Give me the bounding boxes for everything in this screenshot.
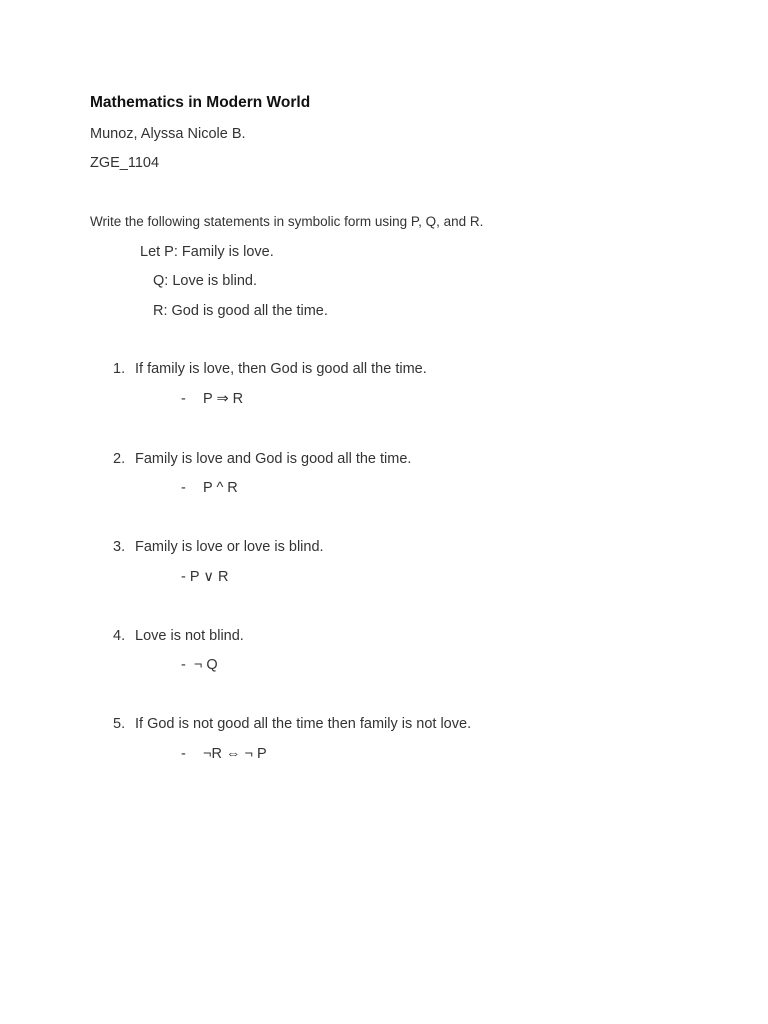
item-statement: If God is not good all the time then family is not love.	[135, 716, 472, 732]
answer-symbolic: ¬ Q	[193, 657, 218, 673]
answer-symbolic: P ^ R	[203, 480, 238, 496]
item-answer	[181, 390, 243, 408]
item-statement: Love is not blind.	[135, 628, 244, 644]
answer-dash: -	[181, 480, 186, 496]
definition-r: R: God is good all the time.	[153, 303, 328, 319]
answer-dash: -	[181, 569, 186, 585]
answer-dash: -	[181, 391, 186, 407]
answer-dash: -	[181, 657, 186, 673]
list-item	[113, 715, 471, 733]
list-item	[113, 360, 427, 378]
answer-symbolic: P ⇒ R	[203, 391, 244, 407]
item-number: 3.	[113, 539, 126, 555]
item-answer	[181, 568, 228, 586]
list-item	[113, 450, 411, 468]
document-title: Mathematics in Modern World	[90, 94, 311, 111]
course-code: ZGE_1104	[90, 155, 160, 171]
item-number: 5.	[113, 716, 126, 732]
item-statement: Family is love and God is good all the time.	[135, 451, 412, 467]
item-number: 1.	[113, 361, 126, 377]
list-item	[113, 627, 244, 645]
item-number: 2.	[113, 451, 126, 467]
item-answer	[181, 656, 218, 674]
item-answer	[181, 745, 267, 763]
definition-q: Q: Love is blind.	[153, 273, 257, 289]
author-name: Munoz, Alyssa Nicole B.	[90, 126, 246, 142]
item-statement: If family is love, then God is good all the time.	[135, 361, 427, 377]
definition-p: Let P: Family is love.	[140, 244, 274, 260]
item-number: 4.	[113, 628, 126, 644]
instruction-text: Write the following statements in symbolic form using P, Q, and R.	[90, 214, 484, 229]
item-answer	[181, 479, 238, 497]
list-item	[113, 538, 324, 556]
item-statement: Family is love or love is blind.	[135, 539, 324, 555]
answer-dash: -	[181, 746, 186, 762]
answer-symbolic: P ∨ R	[189, 569, 229, 585]
answer-symbolic: ¬R ⇔ ¬ P	[203, 746, 267, 762]
